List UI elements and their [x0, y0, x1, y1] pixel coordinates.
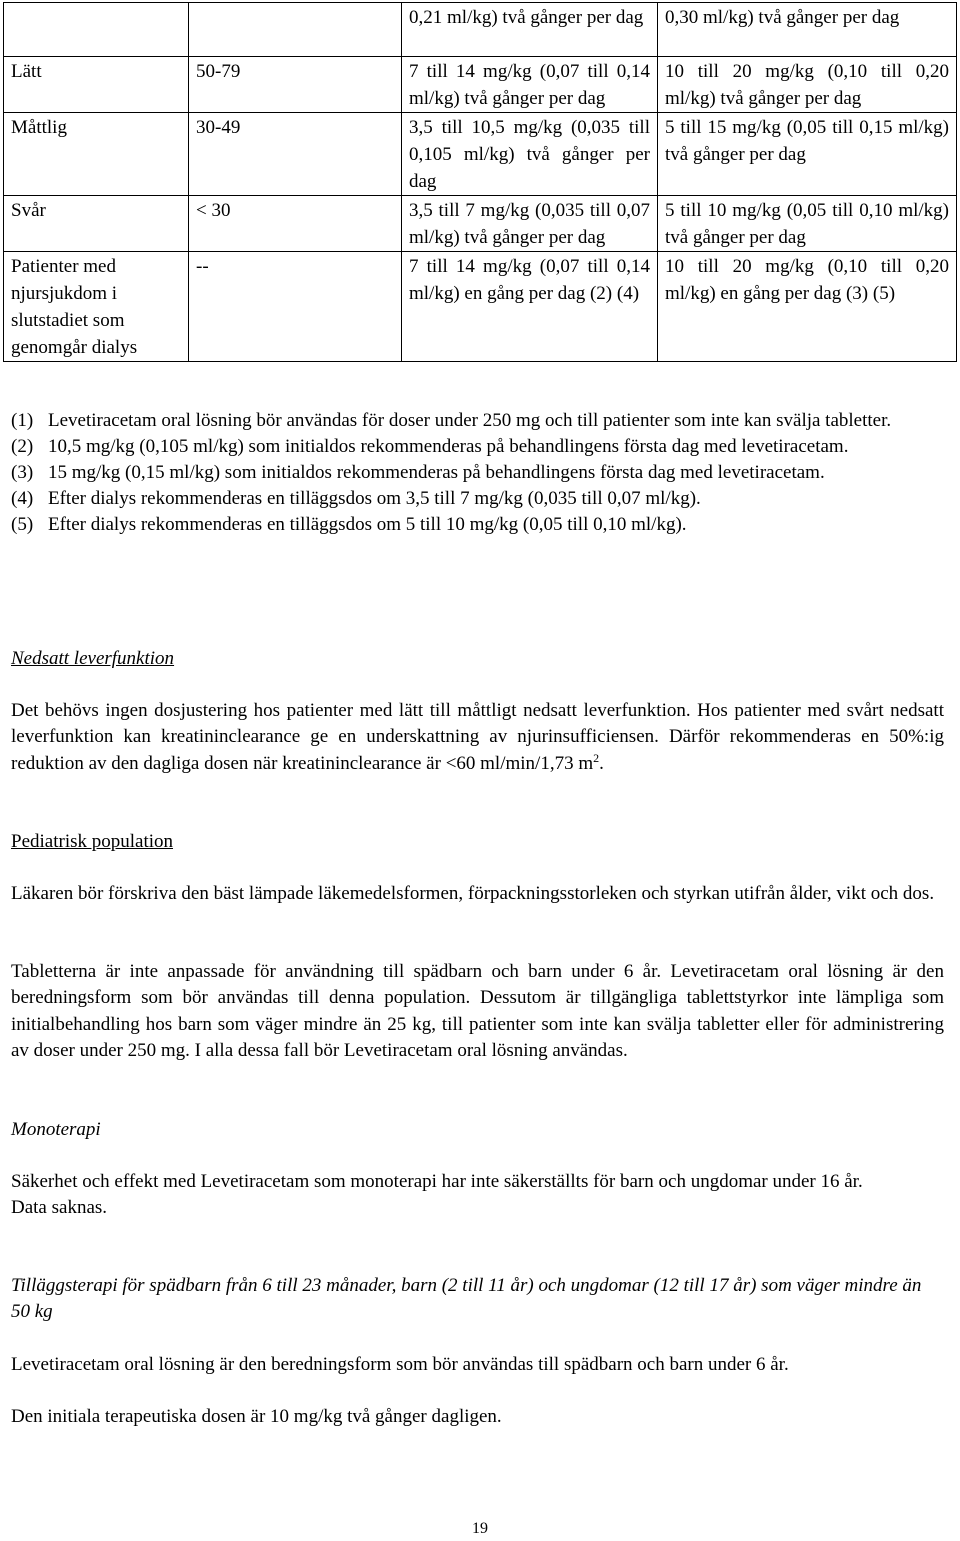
group-cell: Patienter med njursjukdom i slutstadiet som genomgår dialys [4, 252, 189, 362]
table-row [4, 113, 957, 196]
pediatric-heading-text: Pediatrisk population [11, 831, 174, 852]
addon-paragraph-2: Den initiala terapeutiska dosen är 10 mg/kg två gånger dagligen. [11, 1406, 502, 1427]
table-row [4, 252, 957, 362]
liver-heading-text: Nedsatt leverfunktion [11, 648, 175, 669]
footnote-text: 15 mg/kg (0,15 ml/kg) som initialdos rekommenderas på behandlingens första dag med levetiracetam. [48, 462, 825, 483]
footnote [11, 460, 951, 486]
liver-text-end: . [599, 752, 604, 774]
liver-text: Det behövs ingen dosjustering hos patienter med lätt till måttligt nedsatt leverfunktion. Hos patienter med svårt nedsatt leverfunktion kan kreatininclearance ge en underskattning av njurinsufficiensen. Därför rekommenderas en 50%:ig reduktion av den dagliga dosen när kreatininclearance är <60 ml/min/1,73 m [11, 700, 944, 774]
table-cell: 0,30 ml/kg) två gånger per dag [658, 3, 957, 57]
clearance-cell: -- [189, 252, 402, 362]
monotherapy-paragraph [11, 1169, 944, 1222]
footnote-label: (1) [11, 410, 34, 431]
clearance-cell: 50-79 [189, 57, 402, 113]
liver-heading [11, 646, 944, 672]
superscript: 2 [593, 750, 600, 765]
footnote-text: Levetiracetam oral lösning bör användas för doser under 250 mg och till patienter som inte kan svälja tabletter. [48, 410, 892, 431]
footnote [11, 434, 951, 460]
clearance-cell: < 30 [189, 196, 402, 252]
addon-paragraph-1: Levetiracetam oral lösning är den beredningsform som bör användas till spädbarn och barn under 6 år. [11, 1354, 789, 1375]
monotherapy-heading-text: Monoterapi [11, 1119, 101, 1140]
footnotes [11, 408, 951, 538]
monotherapy-text: Säkerhet och effekt med Levetiracetam som monoterapi har inte säkerställts för barn och ungdomar under 16 år. [11, 1171, 863, 1192]
page-number: 19 [472, 1520, 488, 1537]
table-row [4, 196, 957, 252]
footnote-label: (5) [11, 514, 34, 535]
footnote [11, 486, 951, 512]
group-cell: Måttlig [4, 113, 189, 196]
pediatric-paragraph-1: Läkaren bör förskriva den bäst lämpade läkemedelsformen, förpackningsstorleken och styrkan utifrån ålder, vikt och dos. [11, 883, 935, 904]
liver-paragraph [11, 698, 944, 777]
group-cell: Svår [4, 196, 189, 252]
table-row [4, 57, 957, 113]
footnote-label: (2) [11, 436, 34, 457]
solution-dose-cell: 5 till 10 mg/kg (0,05 till 0,10 ml/kg) två gånger per dag [658, 196, 957, 252]
tablet-dose-cell: 3,5 till 10,5 mg/kg (0,035 till 0,105 ml/kg) två gånger per dag [402, 113, 658, 196]
table-cell [189, 3, 402, 57]
table-row [4, 3, 957, 57]
tablet-dose-cell: 7 till 14 mg/kg (0,07 till 0,14 ml/kg) en gång per dag (2) (4) [402, 252, 658, 362]
addon-heading [11, 1273, 944, 1326]
tablet-dose-cell: 7 till 14 mg/kg (0,07 till 0,14 ml/kg) två gånger per dag [402, 57, 658, 113]
data-missing-text: Data saknas. [11, 1197, 108, 1219]
footnote-label: (3) [11, 462, 34, 483]
footnote [11, 512, 951, 538]
addon-heading-text: Tilläggsterapi för spädbarn från 6 till 23 månader, barn (2 till 11 år) och ungdomar (12 till 17 år) som väger mindre än 50 kg [11, 1275, 922, 1323]
footnote-text: 10,5 mg/kg (0,105 ml/kg) som initialdos rekommenderas på behandlingens första dag med levetiracetam. [48, 436, 849, 457]
table-cell: 0,21 ml/kg) två gånger per dag [402, 3, 658, 57]
solution-dose-cell: 10 till 20 mg/kg (0,10 till 0,20 ml/kg) en gång per dag (3) (5) [658, 252, 957, 362]
footnote-text: Efter dialys rekommenderas en tilläggsdos om 3,5 till 7 mg/kg (0,035 till 0,07 ml/kg). [48, 488, 701, 509]
group-cell: Lätt [4, 57, 189, 113]
solution-dose-cell: 5 till 15 mg/kg (0,05 till 0,15 ml/kg) två gånger per dag [658, 113, 957, 196]
footnote-label: (4) [11, 488, 34, 509]
footnote-text: Efter dialys rekommenderas en tilläggsdos om 5 till 10 mg/kg (0,05 till 0,10 ml/kg). [48, 514, 687, 535]
monotherapy-heading [11, 1117, 944, 1143]
footnote [11, 408, 951, 434]
pediatric-heading [11, 829, 944, 855]
tablet-dose-cell: 3,5 till 7 mg/kg (0,035 till 0,07 ml/kg) två gånger per dag [402, 196, 658, 252]
clearance-cell: 30-49 [189, 113, 402, 196]
renal-dosing-table [3, 2, 957, 362]
table-cell [4, 3, 189, 57]
solution-dose-cell: 10 till 20 mg/kg (0,10 till 0,20 ml/kg) två gånger per dag [658, 57, 957, 113]
pediatric-paragraph-2: Tabletterna är inte anpassade för användning till spädbarn och barn under 6 år. Levetiracetam oral lösning är den beredningsform som bör användas till denna population. Dessutom är tillgängliga tablettstyrkor inte lämpliga som initialbehandling hos barn som väger mindre än 25 kg, till patienter som inte kan svälja tabletter eller för administrering av doser under 250 mg. I alla dessa fall bör Levetiracetam oral lösning användas. [11, 961, 944, 1061]
